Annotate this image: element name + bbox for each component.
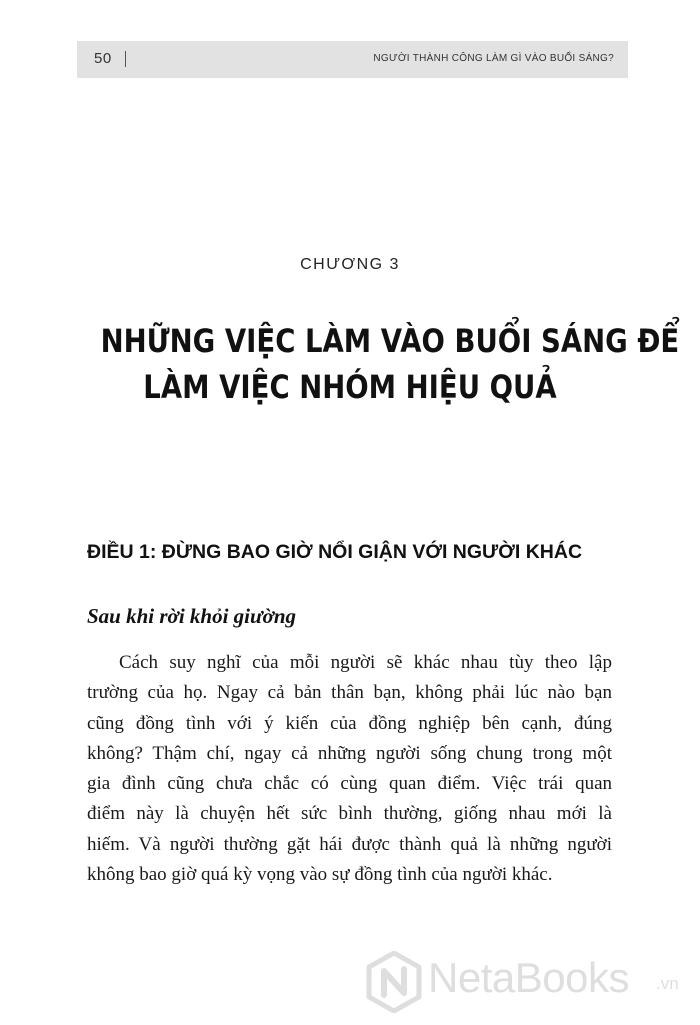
paragraph-line: điểm này là chuyện hết sức bình thường, giống nhau mới là (87, 803, 612, 825)
watermark-suffix: .vn (656, 974, 679, 993)
header-divider (125, 51, 126, 67)
body-paragraph (87, 648, 612, 890)
chapter-title (100, 318, 680, 410)
chapter-title-line: LÀM VIỆC NHÓM HIỆU QUẢ (143, 368, 557, 406)
paragraph-line: không bao giờ quá kỳ vọng vào sự đồng tình của người khác. (87, 864, 553, 886)
subheading: Sau khi rời khỏi giường (87, 604, 297, 628)
chapter-title-line: NHỮNG VIỆC LÀM VÀO BUỔI SÁNG ĐỂ (100, 322, 680, 360)
chapter-label: CHƯƠNG 3 (300, 256, 400, 273)
paragraph-line: trường của họ. Ngay cả bản thân bạn, không phải lúc nào bạn (87, 682, 612, 704)
netabooks-logo-icon (366, 951, 422, 1013)
section-heading: ĐIỀU 1: ĐỪNG BAO GIỜ NỔI GIẬN VỚI NGƯỜI KHÁC (87, 541, 583, 563)
paragraph-line: Cách suy nghĩ của mỗi người sẽ khác nhau tùy theo lập (119, 652, 612, 673)
page-header (77, 41, 628, 78)
watermark-brand: NetaBooks (428, 954, 629, 1001)
paragraph-line: không? Thậm chí, ngay cả những người sống chung trong một (87, 742, 612, 764)
watermark (366, 948, 686, 1018)
paragraph-line: gia đình cũng chưa chắc có cùng quan điểm. Việc trái quan (87, 773, 612, 795)
page-number: 50 (94, 50, 112, 67)
paragraph-line: cũng đồng tình với ý kiến của đồng nghiệp bên cạnh, đúng (87, 712, 612, 734)
paragraph-line: hiếm. Và người thường gặt hái được thành quả là những người (87, 833, 612, 855)
running-title: NGƯỜI THÀNH CÔNG LÀM GÌ VÀO BUỔI SÁNG? (373, 53, 614, 64)
